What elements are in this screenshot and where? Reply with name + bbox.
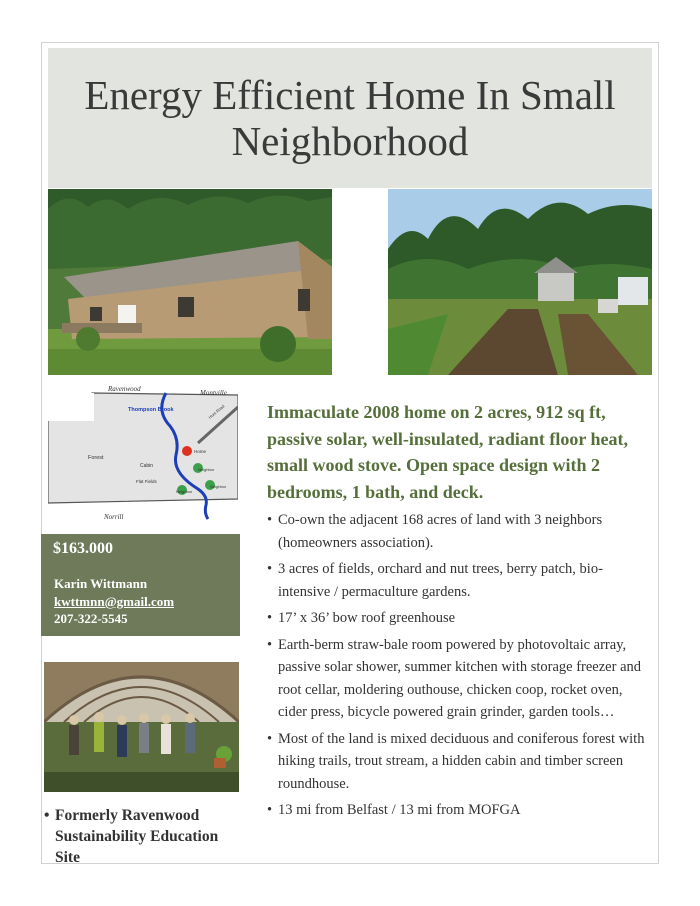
map-label-neighbor-2: Neighbor: [210, 484, 227, 489]
feature-item: • Earth-berm straw-bale room powered by photovoltaic array, passive solar shower, summer kitchen with storage freezer and root cellar, moldering outhouse, chicken coop, rocket oven, cider press, bicycle powered grain grinder, garden tools…: [267, 634, 655, 724]
map-label-neighbor-3: Neighbor: [176, 489, 193, 494]
side-caption-text: Formerly Ravenwood Sustainability Education Site: [55, 807, 219, 866]
map-label-neighbor-1: Neighbor: [198, 467, 215, 472]
feature-item: • 3 acres of fields, orchard and nut trees, berry patch, bio-intensive / permaculture gardens.: [267, 558, 655, 603]
house-photo: [48, 189, 332, 375]
map-label-home: Home: [194, 449, 207, 454]
property-map: [48, 381, 238, 521]
contact-phone: 207-322-5545: [54, 611, 128, 626]
headline: Immaculate 2008 home on 2 acres, 912 sq ft, passive solar, well-insulated, radiant floor heat, small wood stove. Open space design with 2 bedrooms, 1 bath, and deck.: [267, 402, 629, 502]
feature-item: • 17’ x 36’ bow roof greenhouse: [267, 607, 655, 630]
contact-panel: [41, 534, 240, 636]
side-caption: [44, 805, 244, 868]
greenhouse-group-photo: [44, 662, 239, 792]
page-title: Energy Efficient Home In Small Neighborhood: [84, 72, 616, 164]
feature-item: • Co-own the adjacent 168 acres of land with 3 neighbors (homeowners association).: [267, 509, 655, 554]
map-label-norrill: Norrill: [104, 513, 124, 521]
garden-photo: [388, 189, 652, 375]
map-label-brook: Thompson Brook: [128, 407, 174, 413]
map-marker-home: [182, 446, 192, 456]
map-label-diag-road: Hunt Road: [207, 403, 226, 420]
feature-item: • 13 mi from Belfast / 13 mi from MOFGA: [267, 799, 655, 822]
feature-item: • Most of the land is mixed deciduous and coniferous forest with hiking trails, trout stream, a hidden cabin and timber screen roundhouse.: [267, 728, 655, 796]
map-label-ravenwood: Ravenwood: [108, 385, 141, 393]
map-label-cabin: Cabin: [140, 463, 154, 469]
contact-name: Karin Wittmann: [54, 576, 148, 591]
feature-list: [267, 509, 655, 826]
caption-bullet: •: [44, 807, 50, 824]
contact-email-link[interactable]: kwttmnn@gmail.com: [54, 594, 175, 609]
map-label-fields: Flat Fields: [136, 479, 157, 484]
map-label-forest: Forest: [88, 455, 104, 461]
title-banner: [48, 48, 652, 188]
map-label-montville: Montville: [200, 389, 227, 397]
price: $163.000: [53, 540, 113, 557]
